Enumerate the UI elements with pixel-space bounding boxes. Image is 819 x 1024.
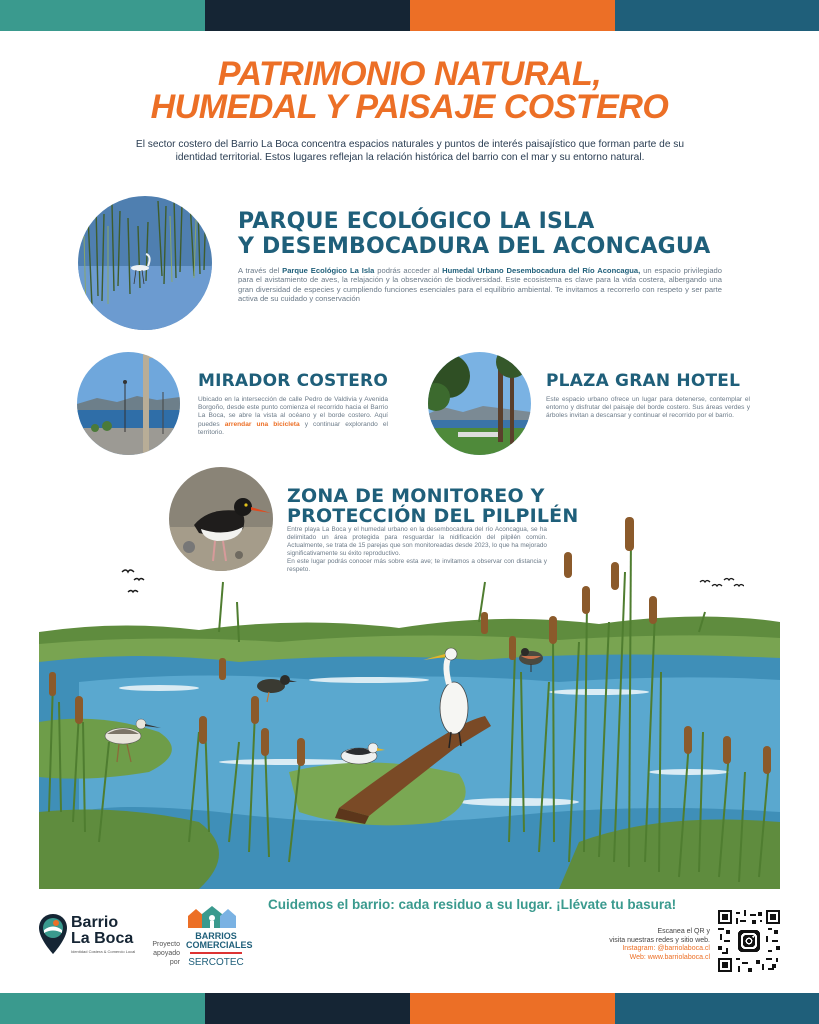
logo-sercotec-line-3: SERCOTEC [188, 957, 244, 968]
instagram-icon [741, 933, 757, 949]
qr-line-2: visita nuestras redes y sitio web. [609, 936, 710, 944]
pilpilen-title-line-1: ZONA DE MONITOREO Y [287, 485, 545, 507]
barrio-la-boca-logo [38, 913, 148, 963]
houses-icon [186, 904, 246, 930]
parque-title-line-1: PARQUE ECOLÓGICO LA ISLA [238, 209, 595, 234]
qr-instructions [590, 928, 710, 962]
title-line-2: HUMEDAL Y PAISAJE COSTERO [150, 88, 669, 126]
proyecto-line-1: Proyecto [152, 941, 180, 948]
mirador-bike-link: arrendar una bicicleta [224, 420, 300, 428]
plaza-body: Este espacio urbano ofrece un lugar para detenerse, contemplar el entorno y disfrutar del paisaje del borde costero. Sus áreas verdes y árboles invitan a descansar y continuar el recorrido por el barrio. [546, 396, 750, 420]
page-title [0, 55, 819, 126]
parque-body-e: un espacio privilegiado para el avistamiento de aves, la relajación y la observación de biodiversidad. Este ecosistema es clave para la vida costera, albergando una gran diversidad de especies y cumpliendo funciones esenciales para el equilibrio ambiental. Te invitamos a recorrerlo con respeto y ser parte activa de su cuidado y conservación [238, 266, 722, 303]
mirador-body-a: Ubicado en la intersección de calle Pedro de Valdivia y Avenida Borgoño, desde este punto comienza el recorrido hacia el Barrio La Boca, se abre la vista al océano y el borde costero. Aquí puedes [198, 396, 388, 428]
parque-body [238, 266, 722, 303]
parque-body-c: podrás acceder al [374, 266, 443, 275]
proyecto-apoyado-text [146, 940, 180, 967]
proyecto-line-2: apoyado [153, 950, 180, 957]
pilpilen-body-2: En este lugar podrás conocer más sobre esta ave; te invitamos a observar con distancia y respeto. [287, 557, 547, 573]
logo-sercotec-line-1: BARRIOS [195, 931, 237, 941]
mirador-photo [77, 352, 180, 455]
logo-barrio-line-2: La Boca [71, 930, 134, 947]
title-line-1: PATRIMONIO NATURAL, [217, 55, 602, 93]
website-link[interactable]: Web: www.barriolaboca.cl [629, 953, 710, 961]
pilpilen-body-1: Entre playa La Boca y el humedal urbano en la desembocadura del río Aconcagua, se ha delimitado un área protegida para resguardar la nidificación del pilpilén común. Actualmente, se trata de 15 parejas que son monitoreadas desde 2023, lo que ha mejorado significativamente su éxito reproductivo. [287, 526, 547, 557]
bottom-color-band [0, 993, 819, 1024]
parque-body-link-1: Parque Ecológico La Isla [282, 266, 375, 275]
logo-barrio-line-1: Barrio [71, 914, 119, 931]
logo-barrio-tagline: Identidad Costera & Comercio Local [71, 949, 136, 954]
mirador-body [198, 396, 388, 437]
map-pin-icon [38, 913, 68, 955]
intro-text: El sector costero del Barrio La Boca concentra espacios naturales y puntos de interés paisajístico que forman parte de su identidad territorial. Estos lugares reflejan la relación histórica del barrio con el mar y su entorno natural. [135, 139, 685, 163]
mirador-body-c: y continuar explorando el territorio. [198, 420, 389, 436]
logo-divider [190, 952, 242, 954]
parque-body-a: A través del [238, 266, 283, 275]
parque-body-link-2: Humedal Urbano Desembocadura del Río Aconcagua, [442, 266, 641, 275]
proyecto-line-3: por [169, 959, 180, 966]
barrios-comerciales-logo [186, 904, 253, 972]
wetland-illustration [39, 512, 780, 889]
top-color-band [0, 0, 819, 31]
slogan-text: Cuidemos el barrio: cada residuo a su lugar. ¡Llévate tu basura! [268, 897, 677, 912]
plaza-photo [428, 352, 531, 455]
parque-title-line-2: Y DESEMBOCADURA DEL ACONCAGUA [238, 234, 711, 259]
plaza-title: PLAZA GRAN HOTEL [546, 371, 741, 391]
instagram-link[interactable]: Instagram: @barriolaboca.cl [622, 945, 710, 953]
parque-title [238, 209, 711, 259]
qr-line-1: Escanea el QR y [657, 928, 710, 935]
mirador-title: MIRADOR COSTERO [198, 371, 388, 391]
pilpilen-title-line-2: PROTECCIÓN DEL PILPILÉN [287, 505, 579, 527]
qr-code[interactable] [718, 910, 780, 972]
logo-sercotec-line-2: COMERCIALES [186, 940, 253, 950]
parque-photo [78, 196, 212, 330]
